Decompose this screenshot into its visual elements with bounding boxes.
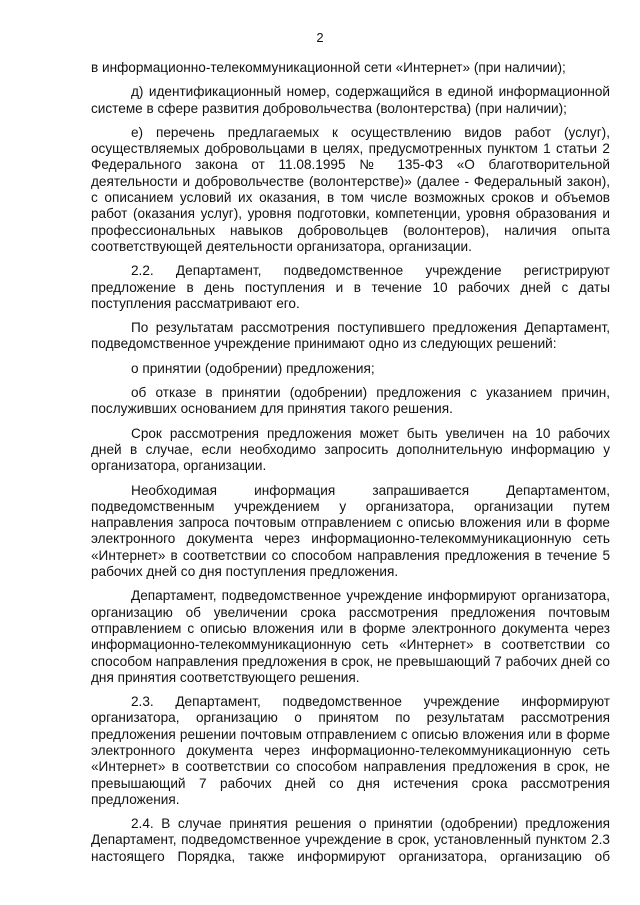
paragraph-continuation: в информационно-телекоммуникационной сети «Интернет» (при наличии);	[91, 60, 566, 75]
paragraph-info-request: Необходимая информация запрашивается Департаментом, подведомственным учреждением у организатора, организации путем направления запроса почтовым отправлением с описью вложения или в форме электронного документа через информационно-телекоммуникационную сеть «Интернет» в соответствии со способом направления предложения в течение 5 рабочих дней со дня поступления предложения.	[91, 482, 610, 580]
paragraph-extension-notice: Департамент, подведомственное учреждение информируют организатора, организацию об увеличении срока рассмотрения предложения почтовым отправлением с описью вложения или в форме электронного документа через информационно-телекоммуникационную сеть «Интернет» в соответствии со способом направления предложения в срок, не превышающий 7 рабочих дней со дня принятия соответствующего решения.	[91, 588, 610, 685]
paragraph-clause-2-4: 2.4. В случае принятия решения о принятии (одобрении) предложения Департамент, подведомственное учреждение в срок, установленный пунктом 2.3 настоящего Порядка, также информируют организатора, организацию об	[91, 816, 610, 864]
paragraph-decision-reject: об отказе в принятии (одобрении) предложения с указанием причин, послуживших основанием для принятия такого решения.	[91, 385, 610, 417]
document-body	[91, 60, 610, 865]
paragraph-clause-2-2: 2.2. Департамент, подведомственное учреждение регистрируют предложение в день поступления и в течение 10 рабочих дней с даты поступления рассматривают его.	[91, 263, 610, 311]
paragraph-decision-accept: о принятии (одобрении) предложения;	[131, 360, 375, 376]
paragraph-term-extension: Срок рассмотрения предложения может быть увеличен на 10 рабочих дней в случае, если необходимо запросить дополнительную информацию у организатора, организации.	[91, 425, 610, 474]
page-number: 2	[316, 30, 324, 45]
paragraph-clause-2-3: 2.3. Департамент, подведомственное учреждение информируют организатора, организацию о принятом по результатам рассмотрения предложения решении почтовым отправлением с описью вложения или в форме электронного документа через информационно-телекоммуникационную сеть «Интернет» в соответствии со способом направления предложения в срок, не превышающий 7 рабочих дней со дня истечения срока рассмотрения предложения.	[91, 694, 610, 807]
paragraph-item-d: д) идентификационный номер, содержащийся в единой информационной системе в сфере развития добровольчества (волонтерства) (при наличии);	[91, 84, 610, 116]
paragraph-item-e: е) перечень предлагаемых к осуществлению видов работ (услуг), осуществляемых добровольцами в целях, предусмотренных пунктом 1 статьи 2 Федерального закона от 11.08.1995 № 135-ФЗ «О благотворительной деятельности и добровольчестве (волонтерстве)» (далее - Федеральный закон), с описанием условий их оказания, в том числе возможных сроков и объемов работ (оказания услуг), уровня подготовки, компетенции, уровня образования и профессиональных навыков добровольцев (волонтеров), наличия опыта соответствующей деятельности организатора, организации.	[91, 124, 610, 254]
paragraph-decisions-intro: По результатам рассмотрения поступившего предложения Департамент, подведомственное учреждение принимают одно из следующих решений:	[91, 320, 610, 352]
